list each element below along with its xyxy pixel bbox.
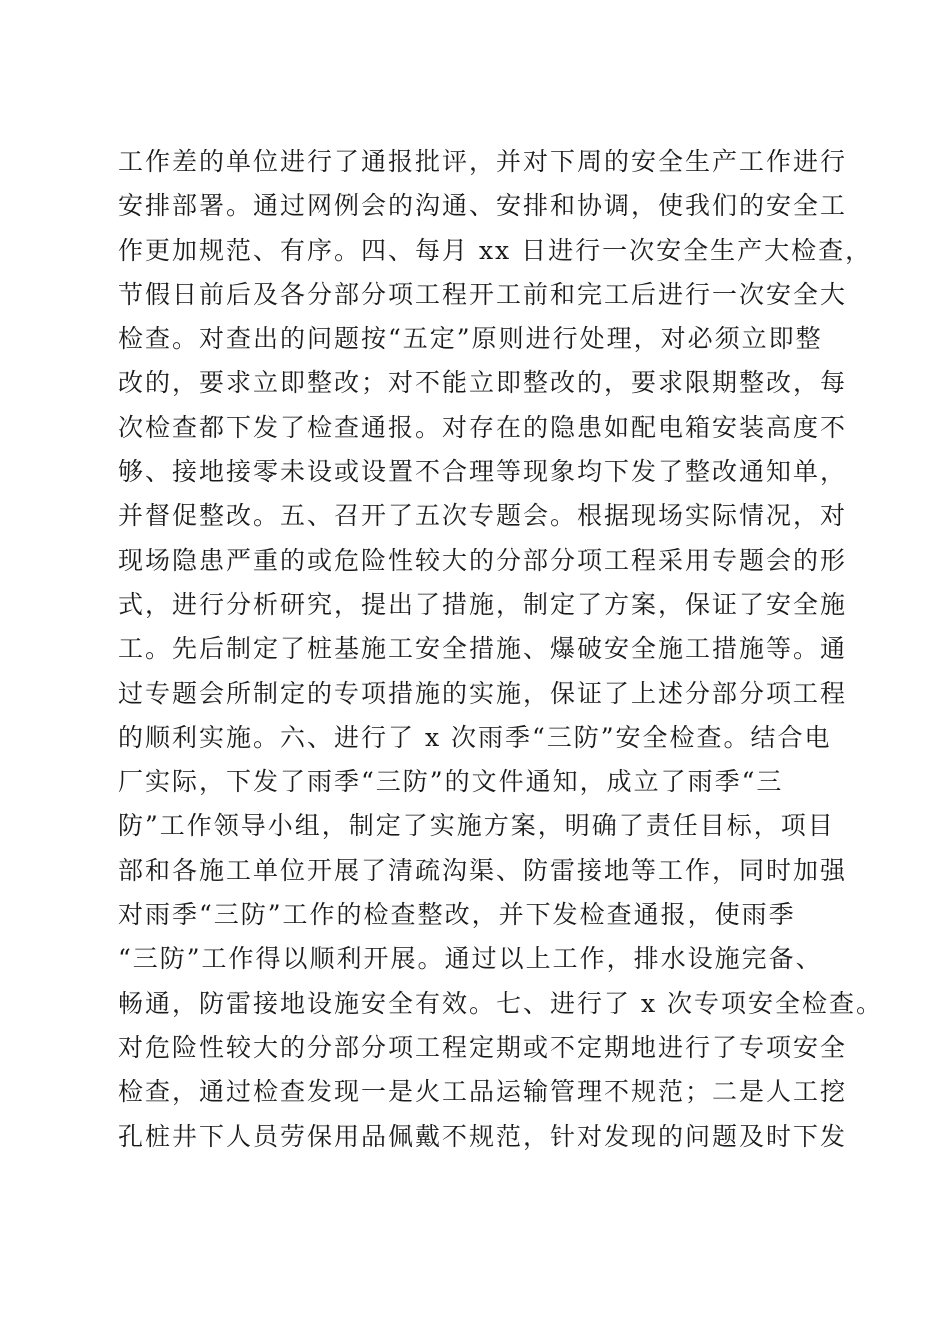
body-text xyxy=(118,140,883,1159)
text-line: 次检查都下发了检查通报。对存在的隐患如配电箱安装高度不 xyxy=(118,412,848,442)
text-line: 对危险性较大的分部分项工程定期或不定期地进行了专项安全 xyxy=(118,1032,848,1062)
text-line: 的顺利实施。六、进行了 x 次雨季“三防”安全检查。结合电 xyxy=(118,722,832,752)
text-line: 节假日前后及各分部分项工程开工前和完工后进行一次安全大 xyxy=(118,279,848,309)
text-line: 检查。对查出的问题按“五定”原则进行处理，对必须立即整 xyxy=(118,324,823,354)
text-line: 部和各施工单位开展了清疏沟渠、防雷接地等工作，同时加强 xyxy=(118,855,848,885)
text-line: 并督促整改。五、召开了五次专题会。根据现场实际情况，对 xyxy=(118,501,848,531)
text-line: 孔桩井下人员劳保用品佩戴不规范，针对发现的问题及时下发 xyxy=(118,1121,848,1151)
text-line: 检查，通过检查发现一是火工品运输管理不规范；二是人工挖 xyxy=(118,1077,848,1107)
text-line: “三防”工作得以顺利开展。通过以上工作，排水设施完备、 xyxy=(118,944,823,974)
text-line: 改的，要求立即整改；对不能立即整改的，要求限期整改，每 xyxy=(118,368,848,398)
text-line: 安排部署。通过网例会的沟通、安排和协调，使我们的安全工 xyxy=(118,191,848,221)
text-line: 对雨季“三防”工作的检查整改，并下发检查通报，使雨季 xyxy=(118,900,796,930)
text-line: 工作差的单位进行了通报批评，并对下周的安全生产工作进行 xyxy=(118,147,848,176)
text-line: 厂实际，下发了雨季“三防”的文件通知，成立了雨季“三 xyxy=(118,767,784,797)
text-line: 现场隐患严重的或危险性较大的分部分项工程采用专题会的形 xyxy=(118,545,848,575)
text-line: 畅通，防雷接地设施安全有效。七、进行了 x 次专项安全检查。 xyxy=(118,988,883,1018)
text-line: 过专题会所制定的专项措施的实施，保证了上述分部分项工程 xyxy=(118,678,848,708)
text-line: 工。先后制定了桩基施工安全措施、爆破安全施工措施等。通 xyxy=(118,634,848,664)
text-line: 防”工作领导小组，制定了实施方案，明确了责任目标，项目 xyxy=(118,811,835,841)
text-line: 式，进行分析研究，提出了措施，制定了方案，保证了安全施 xyxy=(118,589,848,619)
text-line: 作更加规范、有序。四、每月 xx 日进行一次安全生产大检查， xyxy=(118,235,873,265)
text-line: 够、接地接零未设或设置不合理等现象均下发了整改通知单， xyxy=(118,457,848,487)
